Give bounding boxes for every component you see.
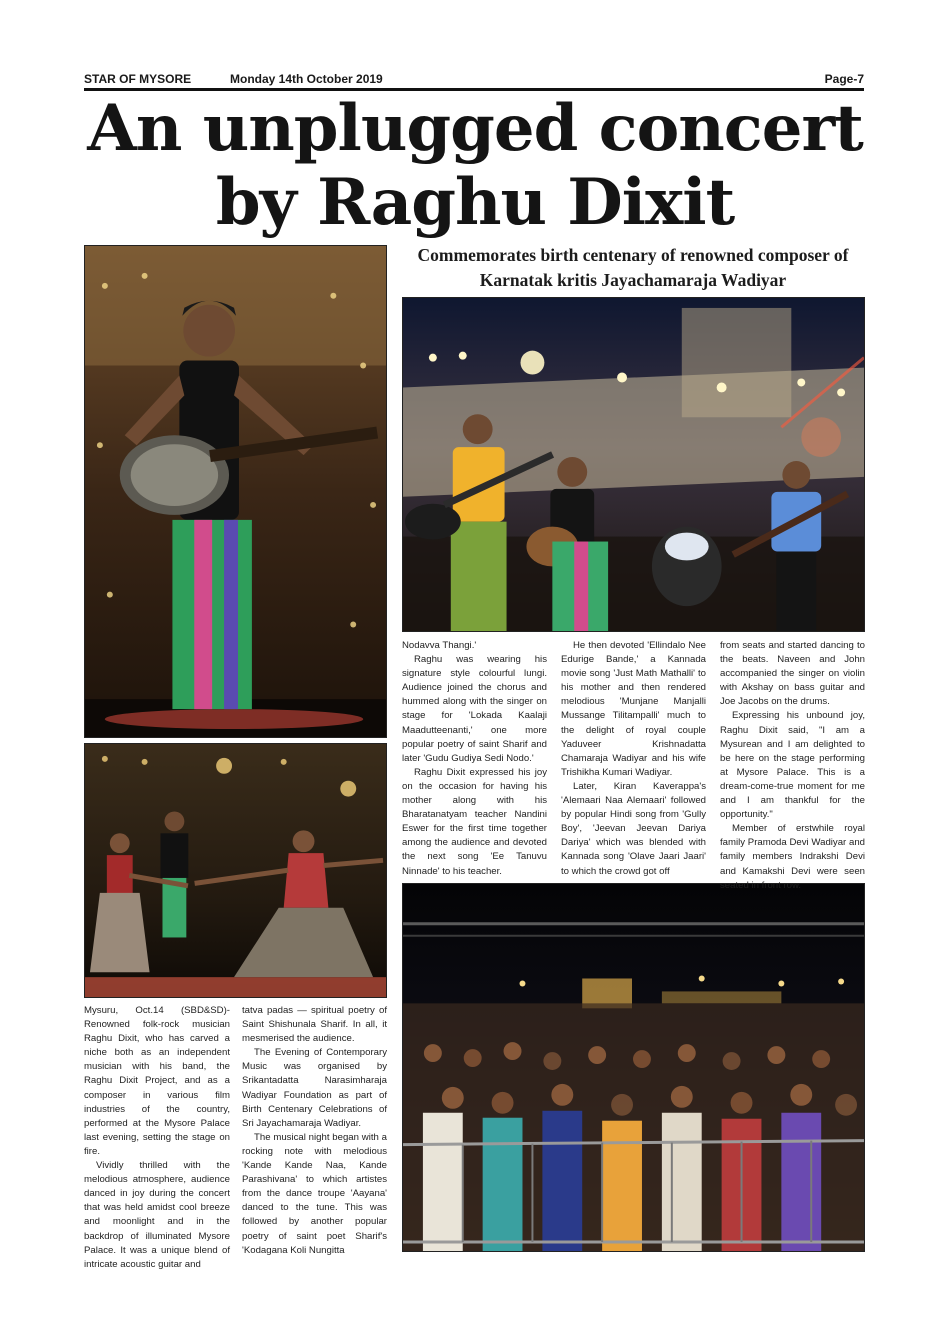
band-on-stage-photo (402, 297, 865, 632)
paragraph: Raghu was wearing his signature style colourful lungi. Audience joined the chorus and hummed along with the singer on stage for 'Lokada Kaalaji Maadutteenanti,' one more popular poetry of saint Sharif and later 'Gudu Gudiya Sedi Nodo.' (402, 654, 547, 764)
article-column-5 (720, 639, 865, 893)
headline-line-2: by Raghu Dixit (215, 165, 735, 240)
paragraph: Member of erstwhile royal family Pramoda Devi Wadiyar and family members Indrakshi Devi and Kamakshi Devi were seen seated in front row. (720, 823, 865, 891)
crowd-photo (402, 883, 865, 1252)
article-column-1 (84, 1004, 230, 1272)
headline-line-1: An unplugged concert (87, 91, 863, 166)
paragraph: Expressing his unbound joy, Raghu Dixit said, "I am a Mysurean and I am delighted to be here on the stage performing at Mysore Palace. This is a dream-come-true moment for me and I am thankful for the opportunity." (720, 710, 865, 821)
paragraph: Mysuru, Oct.14 (SBD&SD)- Renowned folk-rock musician Raghu Dixit, who has carved a niche both as an independent musician with his band, the Raghu Dixit Project, and as a composer in various film industries of the country, performed at the Mysore Palace last evening, setting the stage on fire. (84, 1005, 230, 1157)
paragraph: He then devoted 'Ellindalo Nee Edurige Bande,' a Kannada movie song 'Just Math Mathalli' to his mother and then rendered melodious 'Munjane Manjalli Mussange Tilitampalli' much to the delight of royal couple Yaduveer Krishnadatta Chamaraja Wadiyar and his wife Trishikha Kumari Wadiyar. (561, 640, 706, 778)
paragraph: Nodavva Thangi.' (402, 640, 477, 651)
subheadline-line-2: Karnatak kritis Jayachamaraja Wadiyar (479, 270, 787, 290)
article-column-2 (242, 1004, 387, 1258)
publication-name: STAR OF MYSORE (84, 72, 192, 86)
issue-date: Monday 14th October 2019 (230, 72, 383, 86)
subheadline (400, 243, 866, 293)
headline (70, 92, 880, 240)
paragraph: The Evening of Contemporary Music was organised by Srikantadatta Narasimharaja Wadiyar Foundation as part of Birth Centenary Celebrations of Sri Jayachamaraja Wadiyar. (242, 1047, 387, 1129)
paragraph: Later, Kiran Kaverappa's 'Alemaari Naa Alemaari' followed by popular Hindi song from 'Gully Boy', 'Jeevan Jeevan Dariya Dariya' which was blended with Kannada song 'Olave Jaari Jaari' to which the crowd got off (561, 780, 706, 877)
paragraph: tatva padas — spiritual poetry of Saint Shishunala Sharif. In all, it mesmerised the audience. (242, 1005, 387, 1045)
dancers-photo (84, 743, 387, 998)
paragraph: Raghu Dixit expressed his joy on the occasion for having his mother along with his Bharatanatyam teacher Nandini Eswer for the first time together among the audience and devoted the next song 'Ee Tanuvu Ninnade' to his teacher. (402, 766, 547, 877)
page-number: Page-7 (824, 72, 864, 86)
paragraph: The musical night began with a rocking note with melodious 'Kande Kande Naa, Kande Parashivana' to which artistes from the dance troupe 'Aayana' danced to the tune. This was followed by another popular poetry of saint poet Sharif's 'Kodagana Koli Nungitta (242, 1131, 387, 1256)
article-column-4 (561, 639, 706, 879)
article-column-3 (402, 639, 547, 879)
paragraph: Vividly thrilled with the melodious atmosphere, audience danced in joy during the concert that was held amidst cool breeze and moonlight and in the backdrop of illuminated Mysore Palace. It was a unique blend of intricate acoustic guitar and (84, 1160, 230, 1270)
subheadline-line-1: Commemorates birth centenary of renowned composer of (417, 245, 849, 265)
raghu-dixit-guitar-photo (84, 245, 387, 738)
paragraph: from seats and started dancing to the beats. Naveen and John accompanied the singer on violin with Akshay on bass guitar and Joe Jacobs on the drums. (720, 640, 865, 708)
